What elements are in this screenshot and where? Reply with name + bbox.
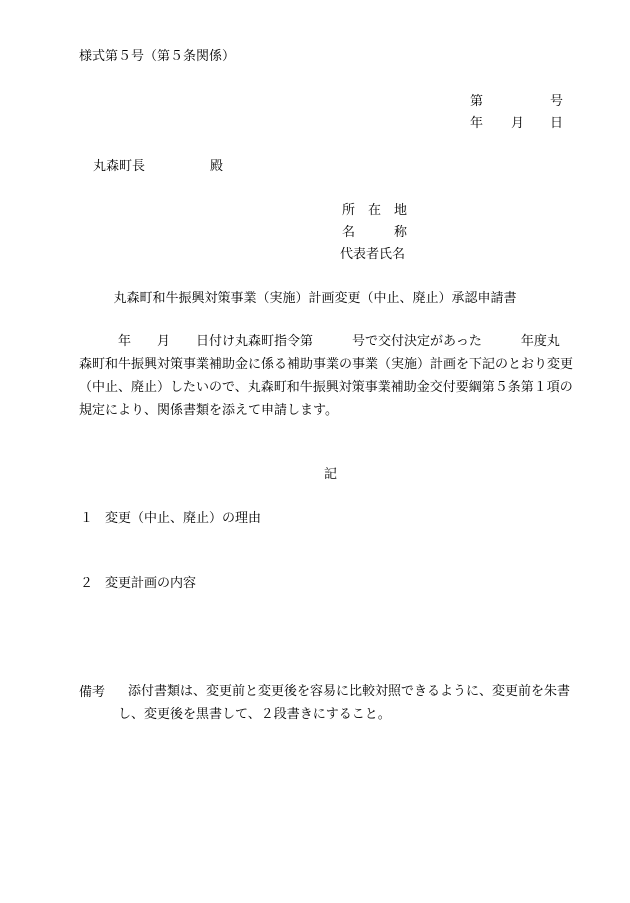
body-line-4: 規定により、関係書類を添えて申請します。	[79, 403, 338, 418]
form-label: 様式第５号（第５条関係）	[79, 49, 236, 64]
remarks-text	[118, 680, 588, 726]
name-label: 名 称	[342, 225, 408, 240]
item-1-text: 変更（中止、廃止）の理由	[105, 511, 262, 526]
body-paragraph	[79, 330, 585, 422]
item-1-number: １	[80, 511, 94, 526]
representative-label: 代表者氏名	[340, 247, 406, 262]
body-line-2: 森町和牛振興対策事業補助金に係る補助事業の事業（実施）計画を下記のとおり変更	[79, 357, 574, 372]
ki-heading: 記	[324, 467, 338, 482]
addressee-honorific: 殿	[210, 159, 224, 174]
doc-number-prefix: 第	[470, 94, 484, 109]
date-day: 日	[550, 116, 564, 131]
doc-number-suffix: 号	[550, 94, 564, 109]
item-2-number: ２	[80, 576, 94, 591]
addressee-name: 丸森町長	[93, 159, 146, 174]
document-title: 丸森町和牛振興対策事業（実施）計画変更（中止、廃止）承認申請書	[113, 291, 517, 306]
remarks-line-1: 添付書類は、変更前と変更後を容易に比較対照できるように、変更前を朱書	[128, 684, 571, 699]
body-line-3: （中止、廃止）したいので、丸森町和牛振興対策事業補助金交付要綱第５条第１項の	[79, 380, 573, 395]
item-2-text: 変更計画の内容	[105, 576, 197, 591]
address-label: 所 在 地	[342, 203, 408, 218]
body-line-1: 年 月 日付け丸森町指令第 号で交付決定があった 年度丸	[79, 334, 560, 349]
remarks-label: 備考	[79, 685, 106, 700]
remarks-line-2: し、変更後を黒書して、２段書きにすること。	[118, 707, 391, 722]
date-year: 年	[470, 116, 484, 131]
date-month: 月	[511, 116, 525, 131]
